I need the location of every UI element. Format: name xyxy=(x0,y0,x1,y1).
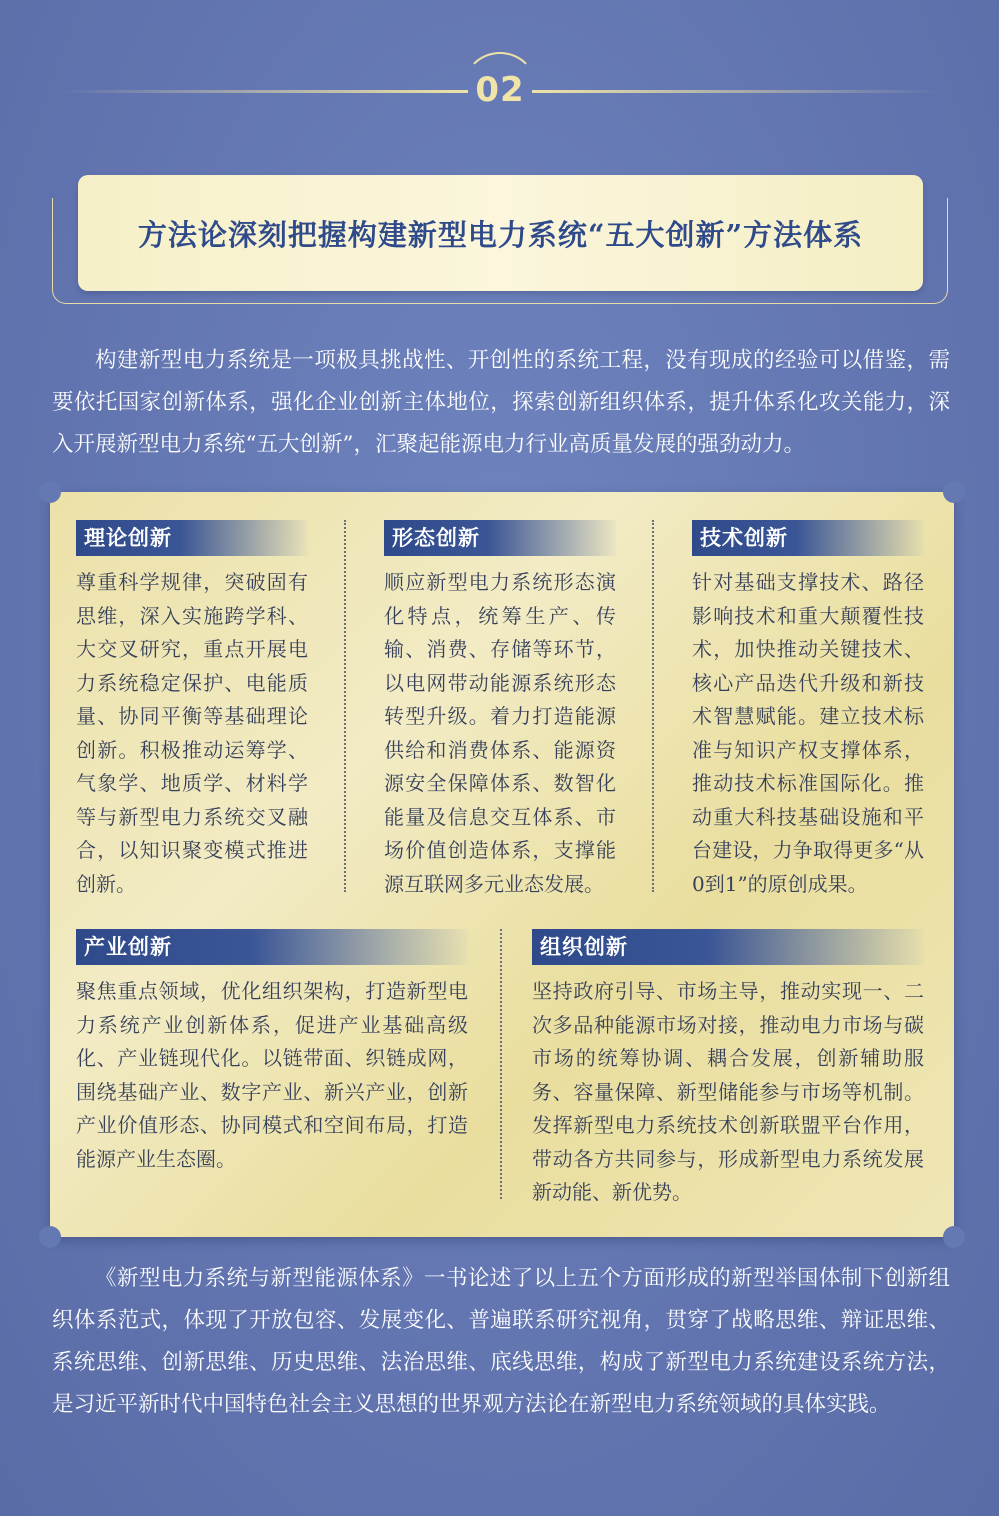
innovation-text: 尊重科学规律，突破固有思维，深入实施跨学科、大交叉研究，重点开展电力系统稳定保护、电能质量、协同平衡等基础理论创新。积极推动运筹学、气象学、地质学、材料学等与新型电力系统交叉融合，以知识聚变模式推进创新。 xyxy=(76,570,308,896)
innovation-text: 针对基础支撑技术、路径影响技术和重大颠覆性技术，加快推动关键技术、核心产品迭代升级和新技术智慧赋能。建立技术标准与知识产权支撑体系，推动技术标准国际化。推动重大科技基础设施和平台建设，力争取得更多“从0到1”的原创成果。 xyxy=(692,570,924,896)
innovation-label: 形态创新 xyxy=(384,520,616,556)
innovation-label: 技术创新 xyxy=(692,520,924,556)
innovation-label: 理论创新 xyxy=(76,520,308,556)
closing-paragraph: 《新型电力系统与新型能源体系》一书论述了以上五个方面形成的新型举国体制下创新组织体系范式，体现了开放包容、发展变化、普遍联系研究视角，贯穿了战略思维、辩证思维、系统思维、创新思维、历史思维、法治思维、底线思维，构成了新型电力系统建设系统方法，是习近平新时代中国特色社会主义思想的世界观方法论在新型电力系统领域的具体实践。 xyxy=(52,1266,950,1417)
panel-corner-notch xyxy=(39,481,61,503)
innovation-label: 产业创新 xyxy=(76,929,468,965)
header-line-left xyxy=(60,90,468,93)
header-line-right xyxy=(532,90,940,93)
innovation-theory xyxy=(76,520,308,901)
panel-corner-notch xyxy=(943,1226,965,1248)
innovation-label: 组织创新 xyxy=(532,929,924,965)
innovation-organization xyxy=(532,929,924,1210)
title-box xyxy=(78,175,923,291)
innovations-panel xyxy=(50,492,954,1237)
section-number: 02 xyxy=(475,70,525,110)
innovation-text: 聚焦重点领域，优化组织架构，打造新型电力系统产业创新体系，促进产业基础高级化、产业链现代化。以链带面、织链成网，围绕基础产业、数字产业、新兴产业，创新产业价值形态、协同模式和空间布局，打造能源产业生态圈。 xyxy=(76,979,468,1171)
column-divider xyxy=(652,520,654,892)
innovation-technology xyxy=(692,520,924,901)
panel-corner-notch xyxy=(39,1226,61,1248)
innovation-industry xyxy=(76,929,468,1176)
intro-paragraph: 构建新型电力系统是一项极具挑战性、开创性的系统工程，没有现成的经验可以借鉴，需要依托国家创新体系，强化企业创新主体地位，探索创新组织体系，提升体系化攻关能力，深入开展新型电力系统“五大创新”，汇聚起能源电力行业高质量发展的强劲动力。 xyxy=(52,348,950,457)
panel-corner-notch xyxy=(943,481,965,503)
innovation-text: 顺应新型电力系统形态演化特点，统筹生产、传输、消费、存储等环节，以电网带动能源系统形态转型升级。着力打造能源供给和消费体系、能源资源安全保障体系、数智化能量及信息交互体系、市场价值创造体系，支撑能源互联网多元业态发展。 xyxy=(384,570,616,896)
innovation-form xyxy=(384,520,616,901)
page-title: 方法论深刻把握构建新型电力系统“五大创新”方法体系 xyxy=(137,217,864,252)
innovation-text: 坚持政府引导、市场主导，推动实现一、二次多品种能源市场对接，推动电力市场与碳市场的统筹协调、耦合发展，创新辅助服务、容量保障、新型储能参与市场等机制。发挥新型电力系统技术创新联盟平台作用，带动各方共同参与，形成新型电力系统发展新动能、新优势。 xyxy=(532,979,924,1204)
column-divider xyxy=(500,929,502,1199)
column-divider xyxy=(344,520,346,892)
